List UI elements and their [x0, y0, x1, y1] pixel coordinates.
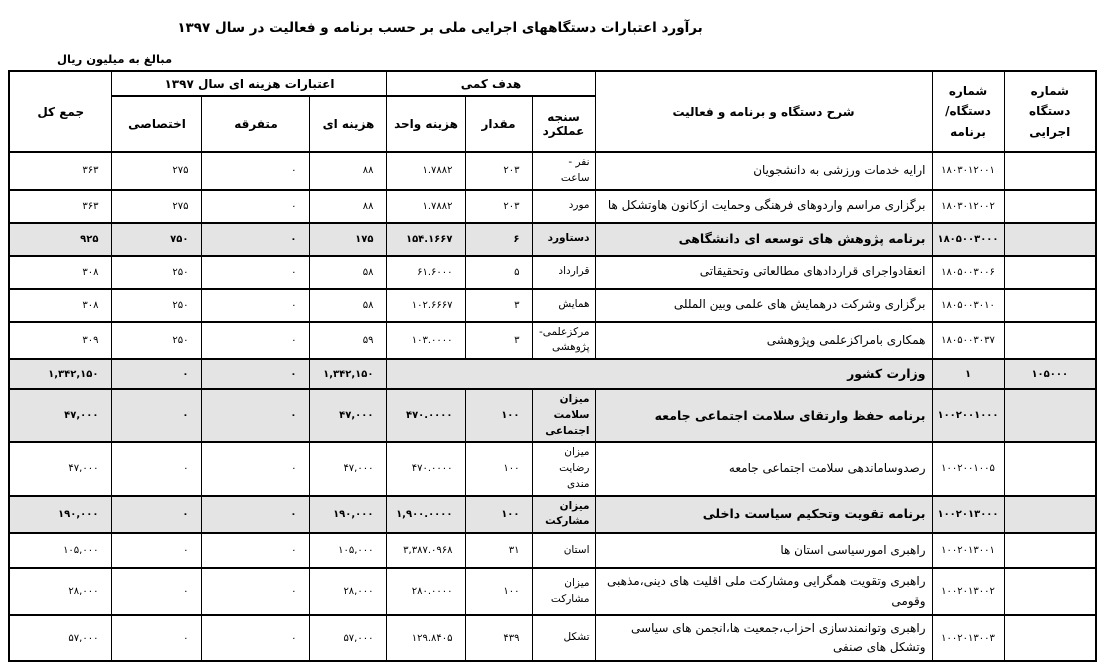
table-row: [9, 322, 1096, 360]
cell-dedicated: ۰: [112, 442, 202, 495]
cell-measure: میزان مشارکت: [532, 568, 595, 615]
cell-description: ارایه خدمات ورزشی به دانشجویان: [595, 152, 932, 190]
table-row: [9, 359, 1096, 389]
cell-measure: تشکل: [532, 615, 595, 661]
cell-measure: قرارداد: [532, 256, 595, 289]
col-header-program-no-line3: برنامه: [950, 124, 986, 139]
cell-cost: ۱۷۵: [310, 223, 387, 256]
cell-measure: استان: [532, 533, 595, 568]
cell-total: ۳۶۳: [9, 190, 112, 223]
cell-cost: ۵۹: [310, 322, 387, 360]
cell-measure: همایش: [532, 289, 595, 322]
cell-misc: ۰: [202, 256, 310, 289]
cell-misc: ۰: [202, 289, 310, 322]
cell-measure: میزان رضایت مندی: [532, 442, 595, 495]
cell-description: راهبری وتوانمندسازی احزاب،جمعیت ها،انجمن های سیاسی وتشکل های صنفی: [595, 615, 932, 661]
col-header-agency-no-line1: شماره: [1030, 83, 1069, 98]
col-header-cost: هزینه ای: [310, 96, 387, 152]
cell-dedicated: ۲۷۵: [112, 190, 202, 223]
cell-misc: ۰: [202, 389, 310, 442]
cell-cost: ۵۸: [310, 289, 387, 322]
cell-misc: ۰: [202, 568, 310, 615]
cell-unit-cost: ۱۰۳.۰۰۰۰: [387, 322, 465, 360]
cell-total: ۳۰۸: [9, 289, 112, 322]
cell-total: ۳۰۹: [9, 322, 112, 360]
col-header-program-no-line2: دستگاه/: [945, 104, 991, 119]
cell-misc: ۰: [202, 152, 310, 190]
cell-misc: ۰: [202, 533, 310, 568]
cell-program-no: ۱۸۰۵۰۰۳۰۱۰: [932, 289, 1004, 322]
cell-unit-cost: ۱.۷۸۸۲: [387, 190, 465, 223]
cell-cost: ۵۸: [310, 256, 387, 289]
cell-program-no: ۱۸۰۵۰۰۳۰۰۰: [932, 223, 1004, 256]
cell-quantity: ۶: [465, 223, 532, 256]
cell-misc: ۰: [202, 615, 310, 661]
col-header-misc: متفرقه: [202, 96, 310, 152]
cell-measure: میزان سلامت اجتماعی: [532, 389, 595, 442]
cell-agency-no: [1004, 533, 1096, 568]
cell-description: انعقادواجرای قراردادهای مطالعاتی وتحقیقاتی: [595, 256, 932, 289]
cell-unit-cost: ۴۷۰.۰۰۰۰: [387, 442, 465, 495]
cell-cost: ۱۰۵,۰۰۰: [310, 533, 387, 568]
cell-cost: ۸۸: [310, 190, 387, 223]
cell-cost: ۴۷,۰۰۰: [310, 442, 387, 495]
cell-misc: ۰: [202, 442, 310, 495]
cell-unit-cost: ۱,۹۰۰.۰۰۰۰: [387, 496, 465, 534]
table-body: [9, 152, 1096, 661]
cell-total: ۳۶۳: [9, 152, 112, 190]
cell-unit-cost: ۲۸۰.۰۰۰۰: [387, 568, 465, 615]
cell-description: برنامه پژوهش های توسعه ای دانشگاهی: [595, 223, 932, 256]
cell-quantity: ۳: [465, 289, 532, 322]
cell-program-no: ۱: [932, 359, 1004, 389]
cell-total: ۹۲۵: [9, 223, 112, 256]
col-header-measure: سنجه عملکرد: [532, 96, 595, 152]
cell-unit-cost: ۳,۳۸۷.۰۹۶۸: [387, 533, 465, 568]
cell-unit-cost: ۶۱.۶۰۰۰: [387, 256, 465, 289]
cell-program-no: ۱۰۰۲۰۱۳۰۰۳: [932, 615, 1004, 661]
cell-quantity: ۲۰۳: [465, 190, 532, 223]
cell-program-no: ۱۸۰۵۰۰۳۰۳۷: [932, 322, 1004, 360]
col-header-agency-no-line3: اجرایی: [1029, 124, 1071, 139]
cell-agency-no: [1004, 223, 1096, 256]
cell-description: برگزاری مراسم واردوهای فرهنگی وحمایت ازکانون هاوتشکل ها: [595, 190, 932, 223]
cell-quantity: ۲۰۳: [465, 152, 532, 190]
cell-agency-no: [1004, 615, 1096, 661]
units-note: مبالغ به میلیون ریال: [57, 52, 173, 66]
cell-description: همکاری بامراکزعلمی وپژوهشی: [595, 322, 932, 360]
cell-agency-no: [1004, 389, 1096, 442]
cell-program-no: ۱۰۰۲۰۱۳۰۰۱: [932, 533, 1004, 568]
cell-agency-no: [1004, 568, 1096, 615]
group-header-quantitative-target: هدف کمی: [387, 71, 595, 96]
table-row: [9, 289, 1096, 322]
cell-description: برنامه حفظ وارتقای سلامت اجتماعی جامعه: [595, 389, 932, 442]
cell-cost: ۱۹۰,۰۰۰: [310, 496, 387, 534]
cell-dedicated: ۰: [112, 389, 202, 442]
cell-misc: ۰: [202, 359, 310, 389]
col-header-agency-no: [1004, 71, 1096, 152]
budget-table: [8, 70, 1097, 662]
cell-total: ۱,۳۴۲,۱۵۰: [9, 359, 112, 389]
cell-description: وزارت کشور: [387, 359, 932, 389]
cell-quantity: ۴۳۹: [465, 615, 532, 661]
cell-total: ۴۷,۰۰۰: [9, 389, 112, 442]
col-header-agency-no-line2: دستگاه: [1029, 104, 1071, 119]
cell-misc: ۰: [202, 223, 310, 256]
col-header-program-no-line1: شماره: [948, 83, 988, 98]
cell-dedicated: ۰: [112, 568, 202, 615]
cell-agency-no: ۱۰۵۰۰۰: [1004, 359, 1096, 389]
cell-program-no: ۱۰۰۲۰۱۳۰۰۰: [932, 496, 1004, 534]
cell-quantity: ۱۰۰: [465, 568, 532, 615]
cell-dedicated: ۰: [112, 496, 202, 534]
cell-cost: ۱,۳۴۲,۱۵۰: [310, 359, 387, 389]
group-header-appropriations: اعتبارات هزینه ای سال ۱۳۹۷: [112, 71, 387, 96]
cell-unit-cost: ۴۷۰.۰۰۰۰: [387, 389, 465, 442]
cell-measure: مورد: [532, 190, 595, 223]
table-row: [9, 223, 1096, 256]
cell-cost: ۲۸,۰۰۰: [310, 568, 387, 615]
cell-misc: ۰: [202, 496, 310, 534]
cell-agency-no: [1004, 496, 1096, 534]
cell-quantity: ۱۰۰: [465, 389, 532, 442]
table-row: [9, 190, 1096, 223]
table-row: [9, 256, 1096, 289]
cell-total: ۳۰۸: [9, 256, 112, 289]
cell-quantity: ۳: [465, 322, 532, 360]
table-row: [9, 152, 1096, 190]
cell-description: رصدوساماندهی سلامت اجتماعی جامعه: [595, 442, 932, 495]
cell-dedicated: ۲۵۰: [112, 256, 202, 289]
col-header-program-no: [932, 71, 1004, 152]
cell-program-no: ۱۸۰۳۰۱۲۰۰۱: [932, 152, 1004, 190]
header-group-row: [9, 71, 1096, 96]
cell-agency-no: [1004, 289, 1096, 322]
cell-dedicated: ۲۷۵: [112, 152, 202, 190]
cell-total: ۴۷,۰۰۰: [9, 442, 112, 495]
cell-unit-cost: ۱۵۴.۱۶۶۷: [387, 223, 465, 256]
cell-quantity: ۵: [465, 256, 532, 289]
col-header-total: جمع کل: [9, 71, 112, 152]
cell-total: ۵۷,۰۰۰: [9, 615, 112, 661]
cell-dedicated: ۰: [112, 615, 202, 661]
cell-program-no: ۱۸۰۵۰۰۳۰۰۶: [932, 256, 1004, 289]
col-header-quantity: مقدار: [465, 96, 532, 152]
table-header: [9, 71, 1096, 152]
cell-dedicated: ۷۵۰: [112, 223, 202, 256]
cell-total: ۲۸,۰۰۰: [9, 568, 112, 615]
cell-agency-no: [1004, 190, 1096, 223]
table-row: [9, 615, 1096, 661]
cell-cost: ۸۸: [310, 152, 387, 190]
cell-agency-no: [1004, 442, 1096, 495]
cell-program-no: ۱۰۰۲۰۰۱۰۰۰: [932, 389, 1004, 442]
cell-description: راهبری امورسیاسی استان ها: [595, 533, 932, 568]
cell-description: برنامه تقویت وتحکیم سیاست داخلی: [595, 496, 932, 534]
col-header-description: شرح دستگاه و برنامه و فعالیت: [595, 71, 932, 152]
cell-misc: ۰: [202, 322, 310, 360]
cell-description: راهبری وتقویت همگرایی ومشارکت ملی اقلیت های دینی،مذهبی وقومی: [595, 568, 932, 615]
cell-quantity: ۱۰۰: [465, 442, 532, 495]
cell-total: ۱۹۰,۰۰۰: [9, 496, 112, 534]
table-row: [9, 389, 1096, 442]
cell-measure: میزان مشارکت: [532, 496, 595, 534]
col-header-dedicated: اختصاصی: [112, 96, 202, 152]
cell-agency-no: [1004, 256, 1096, 289]
cell-program-no: ۱۰۰۲۰۱۳۰۰۲: [932, 568, 1004, 615]
cell-quantity: ۳۱: [465, 533, 532, 568]
cell-agency-no: [1004, 152, 1096, 190]
cell-dedicated: ۰: [112, 359, 202, 389]
cell-dedicated: ۲۵۰: [112, 289, 202, 322]
page-title: برآورد اعتبارات دستگاههای اجرایی ملی بر حسب برنامه و فعالیت در سال ۱۳۹۷: [177, 20, 703, 36]
table-row: [9, 496, 1096, 534]
cell-measure: نفر - ساعت: [532, 152, 595, 190]
col-header-unit-cost: هزینه واحد: [387, 96, 465, 152]
cell-measure: مرکزعلمی-پژوهشی: [532, 322, 595, 360]
cell-unit-cost: ۱۲۹.۸۴۰۵: [387, 615, 465, 661]
cell-misc: ۰: [202, 190, 310, 223]
cell-dedicated: ۲۵۰: [112, 322, 202, 360]
cell-dedicated: ۰: [112, 533, 202, 568]
cell-measure: دستاورد: [532, 223, 595, 256]
table-row: [9, 442, 1096, 495]
cell-unit-cost: ۱۰۲.۶۶۶۷: [387, 289, 465, 322]
cell-agency-no: [1004, 322, 1096, 360]
table-row: [9, 568, 1096, 615]
cell-program-no: ۱۸۰۳۰۱۲۰۰۲: [932, 190, 1004, 223]
cell-unit-cost: ۱.۷۸۸۲: [387, 152, 465, 190]
table-row: [9, 533, 1096, 568]
cell-cost: ۴۷,۰۰۰: [310, 389, 387, 442]
cell-description: برگزاری وشرکت درهمایش های علمی وبین المللی: [595, 289, 932, 322]
cell-program-no: ۱۰۰۲۰۰۱۰۰۵: [932, 442, 1004, 495]
cell-quantity: ۱۰۰: [465, 496, 532, 534]
cell-total: ۱۰۵,۰۰۰: [9, 533, 112, 568]
cell-cost: ۵۷,۰۰۰: [310, 615, 387, 661]
